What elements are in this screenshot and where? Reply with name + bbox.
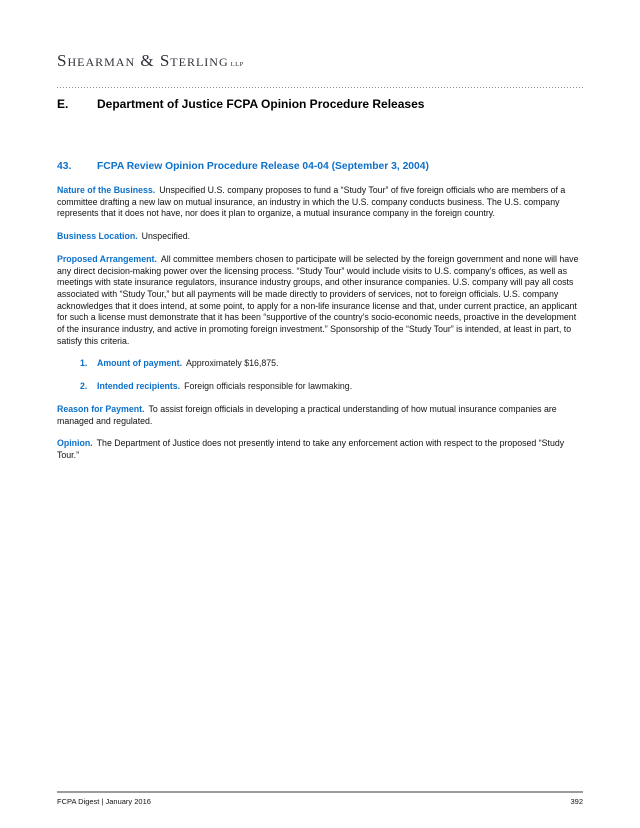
firm-suffix: LLP (230, 61, 244, 68)
paragraph-text: Unspecified U.S. company proposes to fund a “Study Tour” of five foreign officials who are members of a committee drafting a new law on mutual insurance, an industry in which the U.S. company conducts business. The U.S. company represents that it does not have, nor does it plan to organize, a mutual insurance company in the foreign country. (57, 185, 566, 219)
list-item-intended-recipients (57, 381, 583, 393)
page-footer (57, 791, 583, 806)
paragraph-label: Nature of the Business. (57, 185, 156, 195)
paragraph-label: Reason for Payment. (57, 403, 145, 414)
firm-logo (57, 50, 583, 76)
section-heading-number: E. (57, 97, 69, 111)
paragraph-text: All committee members chosen to participate will be selected by the foreign government and none will have any direct decision-making power over the licensing process. “Study Tour” would include visits to U.S. company’s offices, as well as meetings with state insurance regulators, insurance industry groups, and other insurance companies. U.S. company will pay all costs associated with “Study Tour,” but all payments will be made directly to providers of services, not to foreign officials. U.S. company acknowledges that it does intend, at some point, to apply for a non-life insurance license and that, under current practice, an applicant for such a license must demonstrate that it has been “supportive of the country’s socio-economic needs, proactive in the development of the insurance industry, and active in promoting foreign investment.” Sponsorship of the “Study Tour” is intended, at least in part, to satisfy this criteria. (57, 253, 579, 346)
release-heading (57, 161, 583, 172)
paragraph-opinion (57, 438, 583, 461)
paragraph-text: The Department of Justice does not presently intend to take any enforcement action with respect to the proposed “Study Tour.” (57, 438, 565, 460)
section-heading (57, 97, 583, 111)
paragraph-reason-for-payment (57, 404, 583, 427)
list-item-number: 1. (80, 358, 88, 369)
list-item-text: Foreign officials responsible for lawmaking. (184, 381, 353, 392)
section-heading-title: Department of Justice FCPA Opinion Procedure Releases (97, 97, 425, 111)
firm-name: Shearman & Sterling (57, 51, 229, 70)
paragraph-label: Opinion. (57, 438, 93, 449)
list-item-amount-of-payment (57, 358, 583, 370)
paragraph-business-location (57, 231, 583, 243)
list-item-label: Intended recipients. (97, 381, 181, 392)
list-item-number: 2. (80, 381, 88, 392)
release-heading-title: FCPA Review Opinion Procedure Release 04-04 (September 3, 2004) (97, 161, 429, 172)
paragraph-label: Proposed Arrangement. (57, 253, 157, 264)
paragraph-text: Unspecified. (141, 231, 191, 242)
list-item-label: Amount of payment. (97, 358, 183, 369)
footer-document-title: FCPA Digest | January 2016 (57, 797, 151, 806)
document-page (57, 0, 583, 828)
paragraph-nature-of-business (57, 185, 583, 220)
footer-divider (57, 791, 583, 793)
header-divider (57, 87, 583, 88)
paragraph-label: Business Location. (57, 231, 138, 242)
list-item-text: Approximately $16,875. (186, 358, 279, 369)
paragraph-text: To assist foreign officials in developing a practical understanding of how mutual insurance companies are managed and regulated. (57, 403, 557, 426)
footer-page-number: 392 (570, 797, 583, 806)
release-heading-number: 43. (57, 161, 72, 172)
paragraph-proposed-arrangement (57, 254, 583, 348)
